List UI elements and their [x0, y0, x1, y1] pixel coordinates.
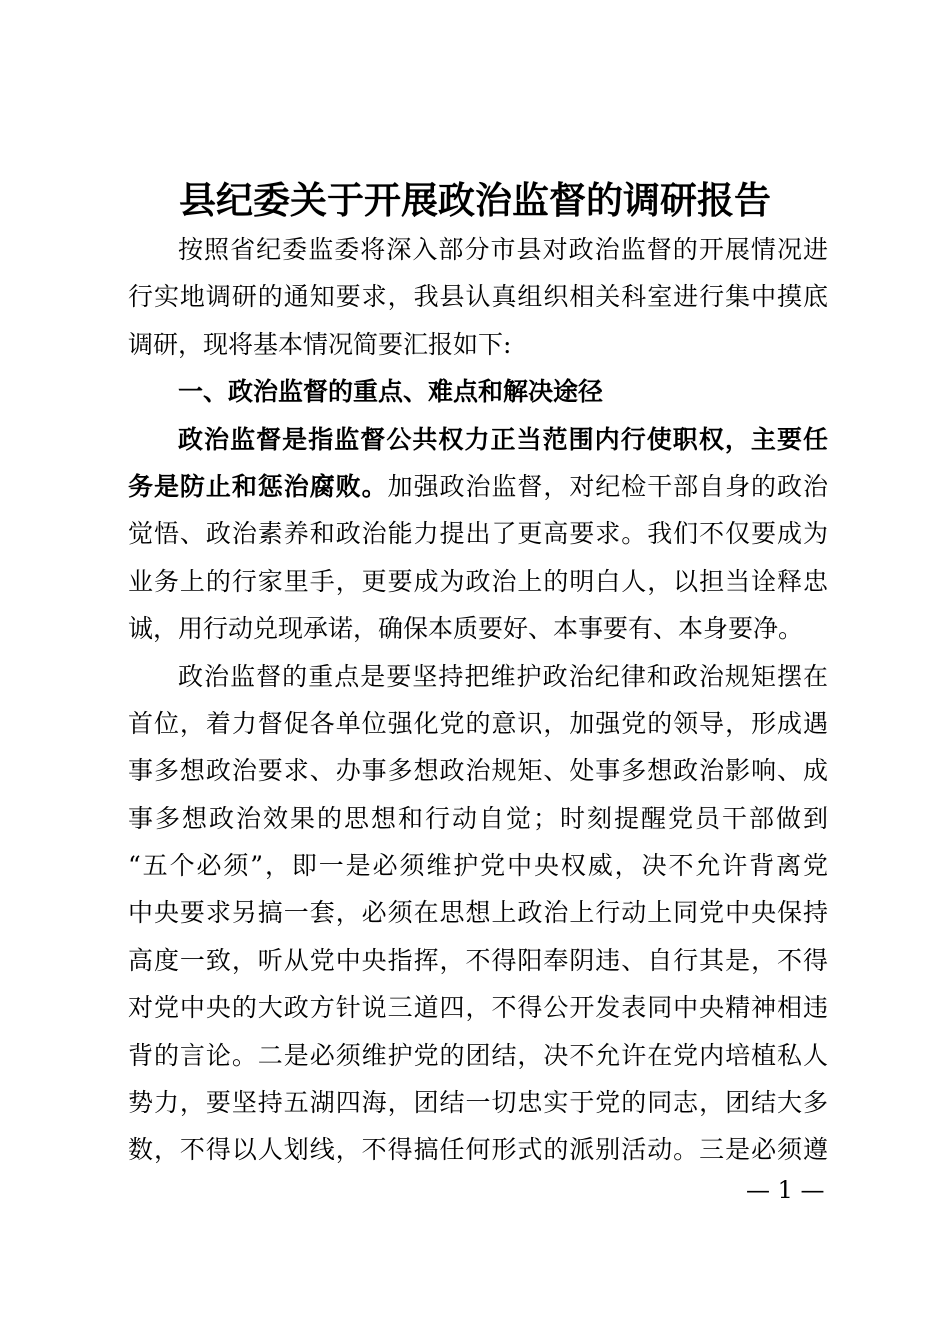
paragraph-line — [128, 700, 828, 747]
line-text: 数，不得以人划线，不得搞任何形式的派别活动。三是必须遵 — [128, 1135, 828, 1165]
paragraph-line — [128, 226, 828, 273]
paragraph-line — [128, 605, 828, 652]
paragraph-line — [128, 984, 828, 1031]
paragraph-line — [128, 273, 828, 320]
paragraph-line — [128, 653, 828, 700]
paragraph-line — [128, 416, 828, 463]
line-text: 事多想政治效果的思想和行动自觉；时刻提醒党员干部做到 — [128, 803, 828, 833]
line-text: 诚，用行动兑现承诺，确保本质要好、本事要有、本身要净。 — [128, 614, 804, 644]
line-text: 行实地调研的通知要求，我县认真组织相关科室进行集中摸底 — [128, 282, 828, 312]
line-text: 首位，着力督促各单位强化党的意识，加强党的领导，形成遇 — [128, 708, 828, 738]
paragraph-line — [128, 463, 828, 510]
paragraph-line — [128, 842, 828, 889]
document-body — [128, 226, 828, 1174]
line-text: 事多想政治要求、办事多想政治规矩、处事多想政治影响、成 — [128, 756, 828, 786]
line-text: 势力，要坚持五湖四海，团结一切忠实于党的同志，团结大多 — [128, 1088, 828, 1118]
line-text: 觉悟、政治素养和政治能力提出了更高要求。我们不仅要成为 — [128, 519, 828, 549]
line-text: “五个必须”，即一是必须维护党中央权威，决不允许背离党 — [128, 851, 828, 881]
paragraph-line — [128, 747, 828, 794]
paragraph-line — [128, 558, 828, 605]
heading-text: 一、政治监督的重点、难点和解决途径 — [178, 377, 604, 407]
paragraph-line — [128, 1126, 828, 1173]
line-text: 中央要求另搞一套，必须在思想上政治上行动上同党中央保持 — [128, 898, 828, 928]
paragraph-line — [128, 1079, 828, 1126]
line-text: 背的言论。二是必须维护党的团结，决不允许在党内培植私人 — [128, 1040, 828, 1070]
paragraph-line — [128, 510, 828, 557]
line-text: 调研，现将基本情况简要汇报如下: — [128, 329, 512, 359]
page-number: — 1 — — [746, 1176, 825, 1204]
line-text: 按照省纪委监委将深入部分市县对政治监督的开展情况进 — [178, 235, 828, 264]
line-text: 高度一致，听从党中央指挥，不得阳奉阴违、自行其是，不得 — [128, 945, 828, 975]
document-title: 县纪委关于开展政治监督的调研报告 — [179, 178, 771, 222]
paragraph-line — [128, 321, 828, 368]
section-heading — [128, 368, 828, 415]
bold-text: 务是防止和惩治腐败。 — [128, 471, 388, 501]
line-text: 业务上的行家里手，更要成为政治上的明白人，以担当诠释忠 — [128, 566, 828, 596]
line-text: 政治监督的重点是要坚持把维护政治纪律和政治规矩摆在 — [178, 661, 828, 691]
paragraph-line — [128, 889, 828, 936]
paragraph-line — [128, 937, 828, 984]
paragraph-line — [128, 795, 828, 842]
paragraph-line — [128, 1032, 828, 1079]
bold-text: 政治监督是指监督公共权力正当范围内行使职权，主要任 — [178, 424, 828, 454]
line-text: 加强政治监督，对纪检干部自身的政治 — [387, 471, 828, 501]
line-text: 对党中央的大政方针说三道四，不得公开发表同中央精神相违 — [128, 993, 828, 1023]
